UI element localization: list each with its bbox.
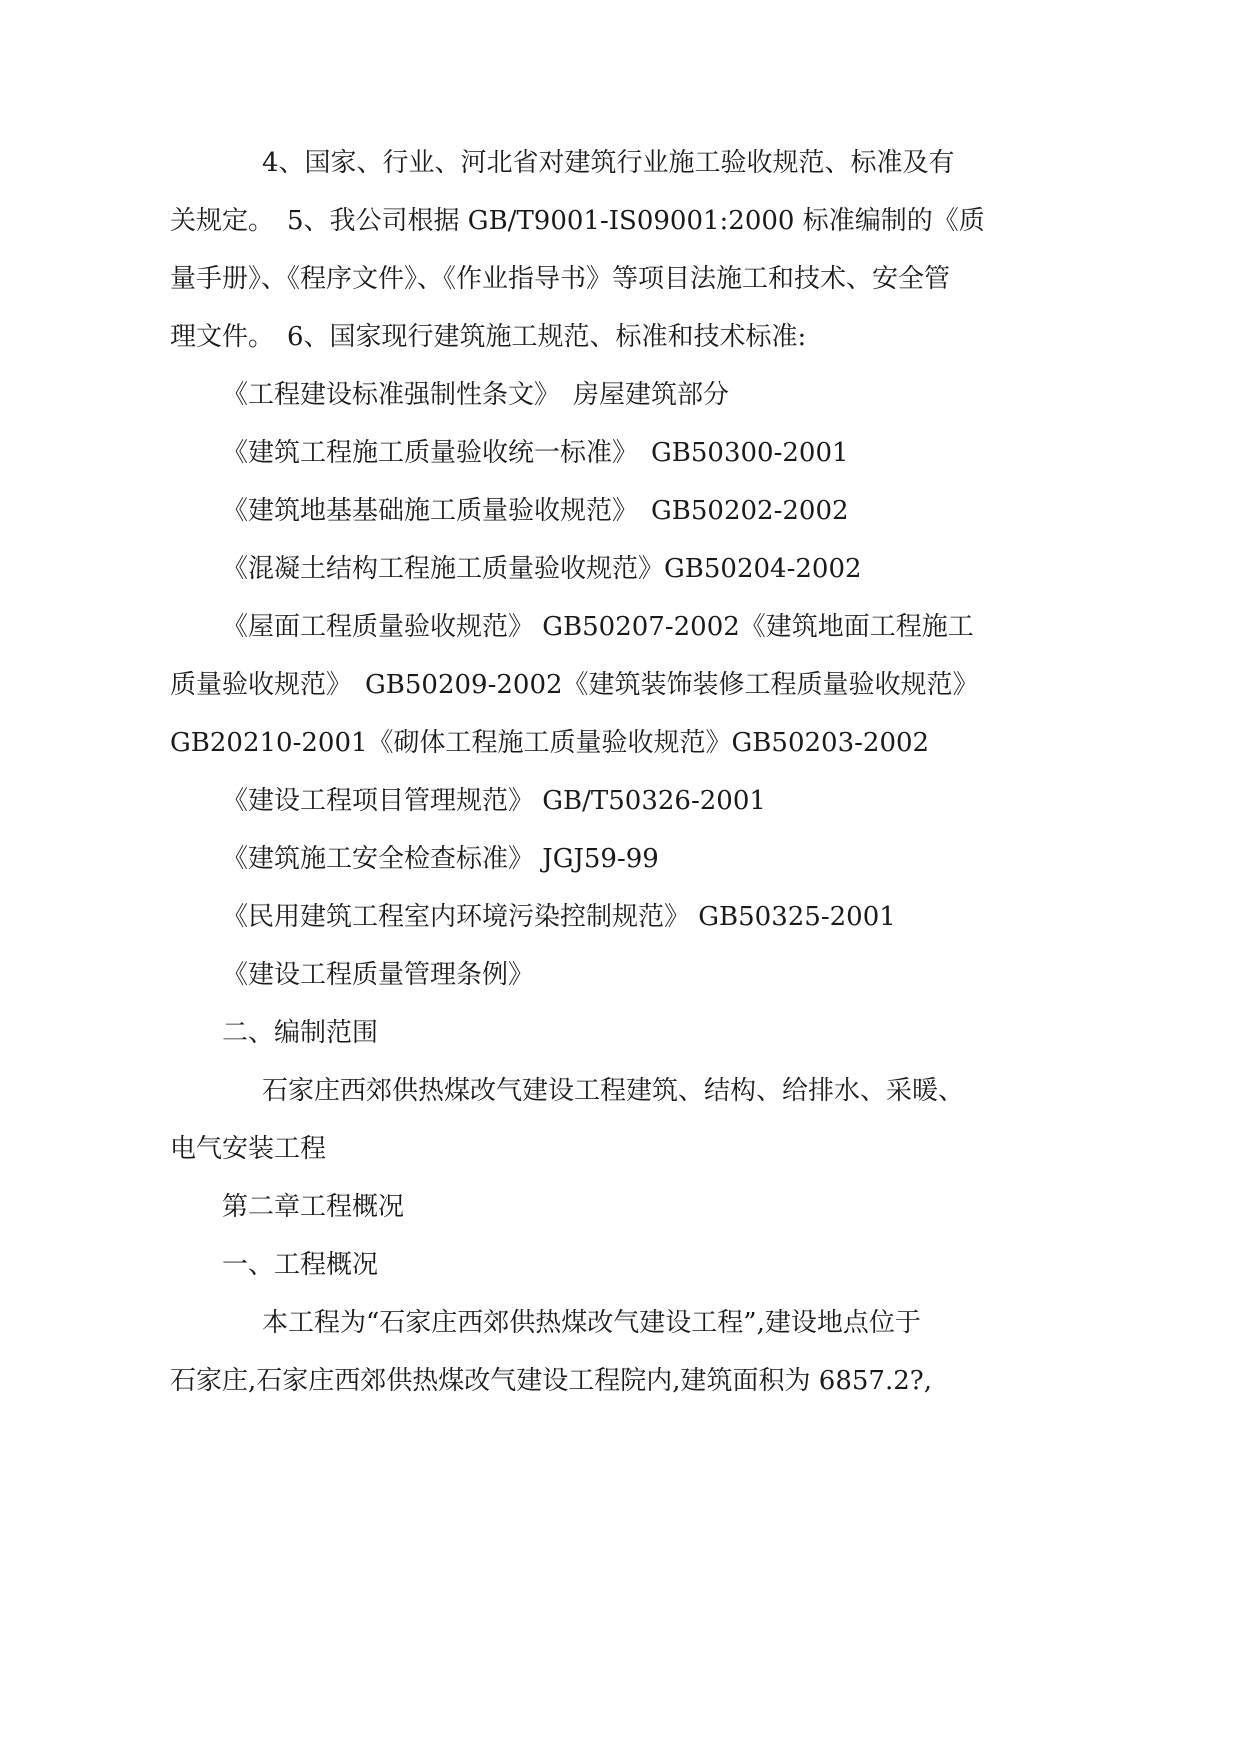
standard-item: 《建设工程项目管理规范》 GB/T50326-2001 — [222, 786, 766, 816]
overview-paragraph-continuation: 石家庄,石家庄西郊供热煤改气建设工程院内,建筑面积为 6857.2?, — [170, 1366, 932, 1396]
standard-item: 《混凝土结构工程施工质量验收规范》GB50204-2002 — [222, 554, 862, 584]
standard-item: 《民用建筑工程室内环境污染控制规范》 GB50325-2001 — [222, 902, 896, 932]
standard-item: 《建筑工程施工质量验收统一标准》 GB50300-2001 — [222, 438, 849, 468]
document-body — [170, 134, 1170, 1410]
scope-paragraph-continuation: 电气安装工程 — [170, 1134, 327, 1164]
section-heading-scope: 二、编制范围 — [222, 1018, 379, 1048]
standard-item: 《工程建设标准强制性条文》 房屋建筑部分 — [222, 380, 730, 410]
standard-item: 《建筑施工安全检查标准》 JGJ59-99 — [222, 844, 659, 874]
basis-item-6-line: 理文件。 6、国家现行建筑施工规范、标准和技术标准: — [170, 322, 807, 352]
basis-item-5-continuation: 量手册》、《程序文件》、《作业指导书》等项目法施工和技术、安全管 — [170, 264, 951, 294]
overview-paragraph-line: 本工程为“石家庄西郊供热煤改气建设工程”,建设地点位于 — [262, 1308, 921, 1338]
standard-item: 《建筑地基基础施工质量验收规范》 GB50202-2002 — [222, 496, 849, 526]
section-heading-overview: 一、工程概况 — [222, 1250, 379, 1280]
standard-item: 《屋面工程质量验收规范》 GB50207-2002《建筑地面工程施工 — [222, 612, 974, 642]
standard-item-continuation: 质量验收规范》 GB50209-2002《建筑装饰装修工程质量验收规范》 — [170, 670, 979, 700]
standard-item: 《建设工程质量管理条例》 — [222, 960, 535, 990]
basis-item-5-line: 关规定。 5、我公司根据 GB/T9001-IS09001:2000 标准编制的《质 — [170, 206, 985, 236]
scope-paragraph-line: 石家庄西郊供热煤改气建设工程建筑、结构、给排水、采暖、 — [262, 1076, 965, 1106]
basis-item-4-line: 4、国家、行业、河北省对建筑行业施工验收规范、标准及有 — [262, 148, 955, 178]
standard-item-continuation: GB20210-2001《砌体工程施工质量验收规范》GB50203-2002 — [170, 728, 930, 758]
chapter-heading: 第二章工程概况 — [222, 1192, 405, 1222]
